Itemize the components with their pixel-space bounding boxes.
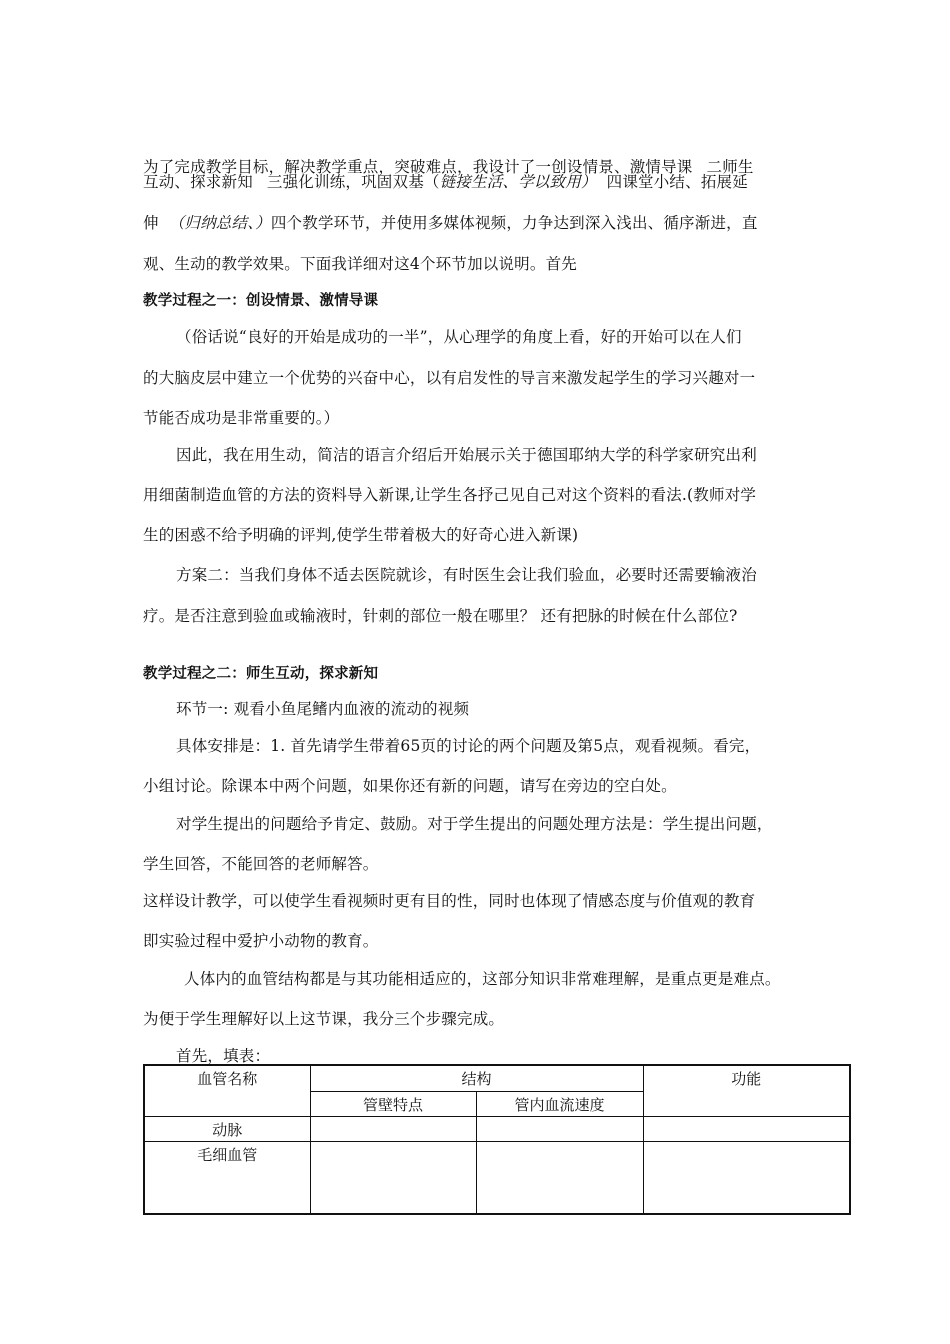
section2-arrangement-line2: 小组讨论。除课本中两个问题，如果你还有新的问题，请写在旁边的空白处。 (143, 777, 677, 795)
section1-para3-line1: 方案二：当我们身体不适去医院就诊，有时医生会让我们验血，必要时还需要输液治 (176, 566, 757, 584)
section1-para1-line3: 节能否成功是非常重要的。） (143, 409, 340, 427)
section2-fill-table-intro: 首先，填表： (176, 1047, 271, 1065)
section1-para1-line2: 的大脑皮层中建立一个优势的兴奋中心，以有启发性的导言来激发起学生的学习兴趣对一 (143, 369, 756, 387)
table-cell[interactable] (476, 1141, 643, 1214)
section1-para2-line1: 因此，我在用生动，简洁的语言介绍后开始展示关于德国耶纳大学的科学家研究出利 (176, 446, 757, 464)
section2-design-line1: 这样设计教学，可以使学生看视频时更有目的性，同时也体现了情感态度与价值观的教育 (143, 892, 756, 910)
header-structure: 结构 (310, 1065, 643, 1091)
table-cell[interactable] (310, 1141, 476, 1214)
section2-design-line2: 即实验过程中爱护小动物的教育。 (143, 932, 379, 950)
section2-body-line1: 人体内的血管结构都是与其功能相适应的，这部分知识非常难理解，是重点更是难点。 (184, 970, 781, 988)
intro-line-4: 观、生动的教学效果。下面我详细对这4个环节加以说明。首先 (143, 255, 577, 273)
header-wall-feature: 管壁特点 (310, 1091, 476, 1116)
row-capillary-label: 毛细血管 (144, 1141, 310, 1214)
section2-link1: 环节一: 观看小鱼尾鳍内血液的流动的视频 (176, 700, 470, 718)
section1-para3-line2: 疗。是否注意到验血或输液时，针刺的部位一般在哪里？ 还有把脉的时候在什么部位? (143, 607, 738, 625)
header-vessel-name: 血管名称 (144, 1065, 310, 1116)
section2-response-line1: 对学生提出的问题给予肯定、鼓励。对于学生提出的问题处理方法是：学生提出问题， (176, 815, 773, 833)
section1-para1-line1: （俗话说“良好的开始是成功的一半”，从心理学的角度上看，好的开始可以在人们 (176, 328, 742, 346)
section2-arrangement-line1: 具体安排是：1. 首先请学生带着65页的讨论的两个问题及第5点，观看视频。看完， (176, 737, 761, 755)
table-cell[interactable] (643, 1141, 850, 1214)
table-cell[interactable] (476, 1116, 643, 1141)
row-artery-label: 动脉 (144, 1116, 310, 1141)
section2-response-line2: 学生回答，不能回答的老师解答。 (143, 855, 379, 873)
intro-line-1: 为了完成教学目标，解决教学重点，突破难点，我设计了一创设情景、激情导课 二师生 (143, 158, 754, 176)
header-blood-speed: 管内血流速度 (476, 1091, 643, 1116)
header-function: 功能 (643, 1065, 850, 1116)
section1-para2-line3: 生的困惑不给予明确的评判,使学生带着极大的好奇心进入新课) (143, 526, 579, 544)
table-cell[interactable] (643, 1116, 850, 1141)
section-heading-1: 教学过程之一：创设情景、激情导课 (143, 293, 379, 309)
vessel-table (143, 1064, 851, 1215)
section2-body-line2: 为便于学生理解好以上这节课，我分三个步骤完成。 (143, 1010, 505, 1028)
section-heading-2: 教学过程之二：师生互动，探求新知 (143, 666, 379, 682)
section1-para2-line2: 用细菌制造血管的方法的资料导入新课,让学生各抒己见自己对这个资料的看法.(教师对学 (143, 486, 757, 504)
intro-line-2: 互动、探求新知 三强化训练，巩固双基（链接生活、学以致用） 四课堂小结、拓展延 (143, 173, 748, 191)
table-cell[interactable] (310, 1116, 476, 1141)
intro-line-3: 伸 （归纳总结、）四个教学环节，并使用多媒体视频，力争达到深入浅出、循序渐进，直 (143, 214, 758, 232)
